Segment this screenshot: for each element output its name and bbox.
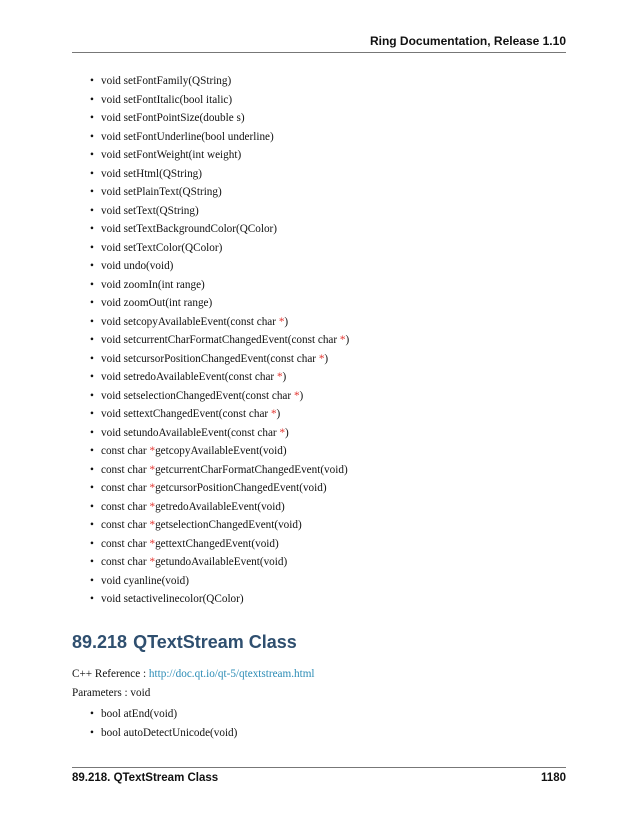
bullet: • — [90, 204, 94, 217]
bullet: • — [90, 75, 94, 87]
method-text-before: void setcopyAvailableEvent(const char — [101, 315, 279, 328]
method-text-before: void settextChangedEvent(const char — [101, 408, 271, 420]
method-text: void setTextColor(QColor) — [101, 241, 223, 254]
reference-link[interactable]: http://doc.qt.io/qt-5/qtextstream.html — [148, 668, 315, 680]
method-text: void setTextBackgroundColor(QColor) — [101, 223, 278, 235]
method-text-before: const char — [101, 537, 150, 550]
bullet: • — [90, 445, 94, 457]
method-text: void setPlainText(QString) — [101, 186, 222, 198]
pointer-star: * — [149, 519, 156, 531]
bullet: • — [90, 278, 94, 291]
bullet: • — [90, 371, 94, 383]
bullet: • — [90, 297, 94, 309]
method-list-item — [90, 128, 349, 147]
pointer-star: * — [318, 352, 325, 365]
method-text-after: ) — [324, 352, 329, 365]
method-text-before: void setcursorPositionChangedEvent(const char — [101, 352, 319, 365]
bullet: • — [90, 93, 94, 106]
bullet: • — [90, 463, 94, 476]
section-number: 89.218 — [72, 632, 128, 652]
section-title: QTextStream Class — [133, 632, 297, 652]
pointer-star: * — [339, 334, 346, 346]
method-list-item — [90, 146, 349, 165]
header-divider — [72, 52, 566, 53]
method-text: void undo(void) — [101, 260, 174, 272]
method-list-item — [90, 165, 349, 184]
pointer-star: * — [149, 556, 156, 568]
bullet: • — [90, 426, 94, 439]
method-text-before: void setredoAvailableEvent(const char — [101, 371, 277, 383]
method-text: void zoomOut(int range) — [101, 297, 213, 309]
method-text: void setFontUnderline(bool underline) — [101, 130, 274, 143]
bullet: • — [90, 334, 94, 346]
bullet: • — [90, 726, 94, 739]
method-text: void setFontWeight(int weight) — [101, 149, 242, 161]
method-text-after: getcurrentCharFormatChangedEvent(void) — [155, 463, 348, 476]
pointer-star: * — [276, 371, 283, 383]
bullet: • — [90, 167, 94, 180]
bullet: • — [90, 593, 94, 605]
pointer-star: * — [149, 445, 156, 457]
method-list-item — [90, 109, 349, 128]
method-text: void setHtml(QString) — [101, 167, 202, 180]
method-text-before: const char — [101, 445, 150, 457]
method-text-after: ) — [299, 389, 304, 402]
method-text-before: void setcurrentCharFormatChangedEvent(const char — [101, 334, 340, 346]
bullet: • — [90, 556, 94, 568]
bullet: • — [90, 500, 94, 513]
bullet: • — [90, 537, 94, 550]
bullet: • — [90, 352, 94, 365]
method-list-item — [90, 498, 349, 517]
method-text-after: getredoAvailableEvent(void) — [155, 500, 285, 513]
method-list-item — [90, 405, 349, 424]
pointer-star: * — [149, 482, 156, 494]
pointer-star: * — [279, 426, 286, 439]
footer-divider — [72, 767, 566, 768]
reference-label: C++ Reference : — [72, 668, 149, 680]
bullet: • — [90, 482, 94, 494]
method-text: void setactivelinecolor(QColor) — [101, 593, 244, 605]
method-text: void setFontFamily(QString) — [101, 75, 232, 87]
method-list-item — [90, 276, 349, 295]
running-header: Ring Documentation, Release 1.10 — [369, 34, 566, 48]
method-text: void setFontItalic(bool italic) — [101, 93, 233, 106]
section-heading — [72, 632, 297, 653]
method-text-after: ) — [276, 408, 281, 420]
bullet: • — [90, 389, 94, 402]
method-list-item — [90, 350, 349, 369]
method-text: bool atEnd(void) — [101, 708, 178, 720]
method-list-item — [90, 553, 349, 572]
method-text: void zoomIn(int range) — [101, 278, 205, 291]
method-list-item — [90, 368, 349, 387]
bullet: • — [90, 130, 94, 143]
footer-section-title: 89.218. QTextStream Class — [72, 772, 219, 784]
bullet: • — [90, 186, 94, 198]
bullet: • — [90, 408, 94, 420]
cpp-reference-line — [72, 668, 315, 680]
method-text-after: getcopyAvailableEvent(void) — [155, 445, 287, 457]
method-list-item — [90, 91, 349, 110]
method-text-after: ) — [345, 334, 350, 346]
bullet: • — [90, 315, 94, 328]
method-text-before: const char — [101, 463, 150, 476]
method-text-before: void setundoAvailableEvent(const char — [101, 426, 280, 439]
method-text: void setFontPointSize(double s) — [101, 112, 245, 124]
bullet: • — [90, 241, 94, 254]
pointer-star: * — [149, 537, 156, 550]
section-method-item — [90, 705, 237, 724]
method-list-item — [90, 294, 349, 313]
bullet: • — [90, 112, 94, 124]
method-list-item — [90, 331, 349, 350]
method-text-before: void setselectionChangedEvent(const char — [101, 389, 294, 402]
bullet: • — [90, 708, 94, 720]
pointer-star: * — [270, 408, 277, 420]
bullet: • — [90, 260, 94, 272]
method-list-item — [90, 387, 349, 406]
bullet: • — [90, 223, 94, 235]
method-list — [90, 72, 349, 609]
method-list-item — [90, 72, 349, 91]
method-list-item — [90, 313, 349, 332]
method-text-before: const char — [101, 500, 150, 513]
bullet: • — [90, 574, 94, 587]
method-text-after: gettextChangedEvent(void) — [155, 537, 279, 550]
method-list-item — [90, 461, 349, 480]
method-list-item — [90, 183, 349, 202]
page-number: 1180 — [541, 772, 566, 784]
method-list-item — [90, 202, 349, 221]
method-text-after: ) — [285, 426, 289, 439]
method-text-after: ) — [282, 371, 287, 383]
pointer-star: * — [149, 463, 156, 476]
method-list-item — [90, 572, 349, 591]
method-text-before: const char — [101, 556, 150, 568]
method-list-item — [90, 590, 349, 609]
method-text: bool autoDetectUnicode(void) — [101, 726, 238, 739]
parameters-line: Parameters : void — [72, 687, 151, 699]
method-list-item — [90, 535, 349, 554]
method-text: void cyanline(void) — [101, 574, 189, 587]
method-text-after: getundoAvailableEvent(void) — [155, 556, 288, 568]
pointer-star: * — [293, 389, 300, 402]
method-list-item — [90, 257, 349, 276]
method-list-item — [90, 220, 349, 239]
method-text-after: getselectionChangedEvent(void) — [155, 519, 302, 531]
pointer-star: * — [278, 315, 285, 328]
method-list-item — [90, 479, 349, 498]
method-text-after: ) — [284, 315, 289, 328]
section-method-item — [90, 724, 237, 743]
method-list-item — [90, 424, 349, 443]
bullet: • — [90, 519, 94, 531]
method-text-before: const char — [101, 482, 150, 494]
method-list-item — [90, 516, 349, 535]
method-list-item — [90, 239, 349, 258]
method-text: void setText(QString) — [101, 204, 199, 217]
method-text-before: const char — [101, 519, 150, 531]
method-list-item — [90, 442, 349, 461]
pointer-star: * — [149, 500, 156, 513]
method-text-after: getcursorPositionChangedEvent(void) — [155, 482, 327, 494]
bullet: • — [90, 149, 94, 161]
section-method-list — [90, 705, 237, 742]
